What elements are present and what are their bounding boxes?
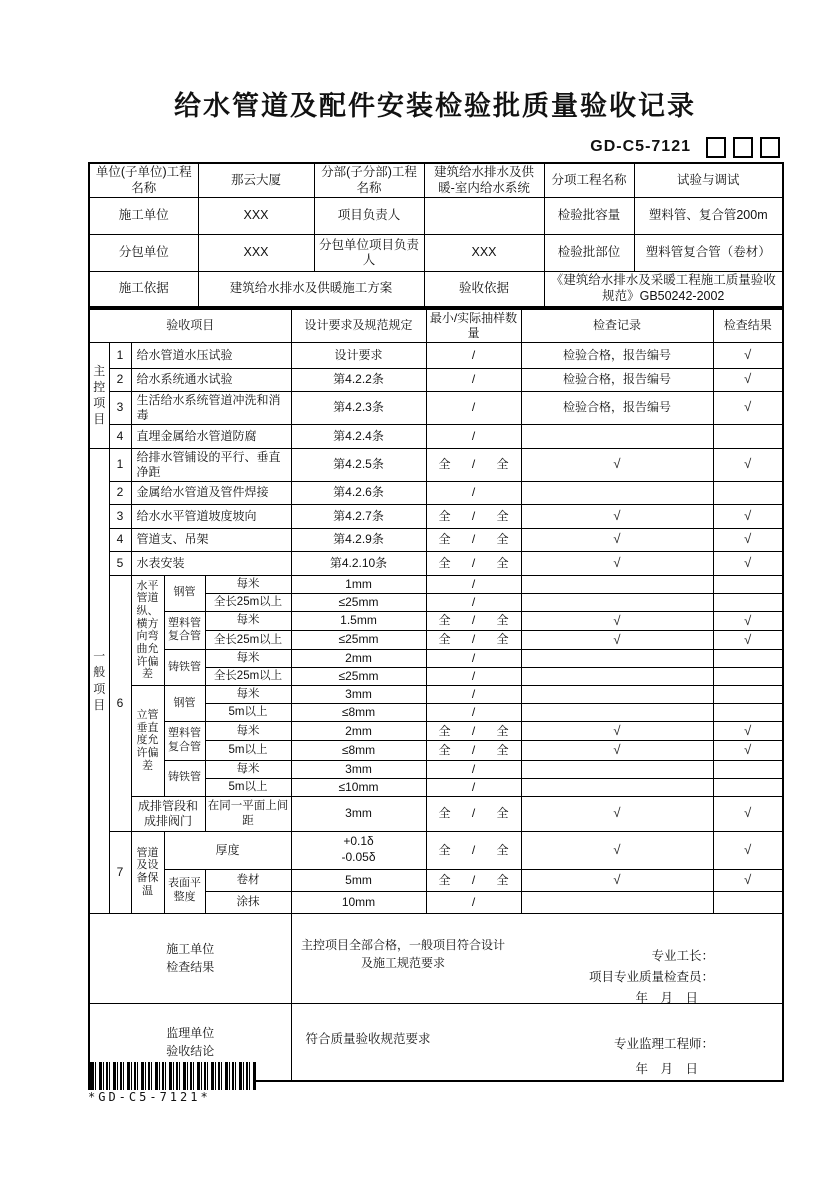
col-header-sample: 最小/实际抽样数量	[426, 309, 521, 343]
foreman-sign-label: 专业工长：	[651, 948, 714, 963]
check-result: √	[713, 722, 783, 741]
item-number: 4	[109, 424, 131, 448]
check-result	[713, 593, 783, 611]
info-value: 那云大厦	[198, 163, 314, 198]
thickness-label: 厚度	[164, 831, 291, 869]
table-row	[89, 551, 783, 575]
sample-qty: /	[426, 481, 521, 504]
check-record: 检验合格，报告编号	[521, 368, 713, 391]
info-label: 单位(子单位)工程名称	[89, 163, 198, 198]
form-code: GD-C5-7121	[590, 138, 691, 155]
barcode	[88, 1062, 256, 1090]
check-result	[713, 891, 783, 913]
table-row	[89, 504, 783, 528]
info-value: 建筑给水排水及供暖施工方案	[198, 272, 424, 307]
check-result: √	[713, 869, 783, 891]
check-result: √	[713, 611, 783, 630]
info-value: 《建筑给水排水及采暖工程施工质量验收规范》GB50242-2002	[544, 272, 783, 307]
condition: 5m以上	[205, 704, 291, 722]
deviation-value: ≤25mm	[291, 668, 426, 686]
info-label: 分部(子分部)工程名称	[314, 163, 424, 198]
deviation-value: 1mm	[291, 575, 426, 593]
barcode-text: *GD-C5-7121*	[88, 1090, 211, 1104]
sample-qty: 全 / 全	[426, 504, 521, 528]
check-record: √	[521, 796, 713, 831]
check-result	[713, 760, 783, 778]
deviation-group-label: 水平管道纵、横方向弯曲允许偏差	[131, 575, 164, 686]
sample-qty: /	[426, 668, 521, 686]
check-result: √	[713, 342, 783, 368]
supervisor-sign-label: 专业监理工程师：	[613, 1036, 714, 1051]
pipe-type: 塑料管复合管	[164, 611, 205, 650]
contractor-result-cell	[291, 913, 783, 1003]
deviation-group-label: 立管垂直度允许偏差	[131, 686, 164, 797]
check-result: √	[713, 551, 783, 575]
check-record: √	[521, 448, 713, 481]
check-record	[521, 575, 713, 593]
sample-qty: /	[426, 686, 521, 704]
pipe-type: 钢管	[164, 575, 205, 611]
table-row	[89, 368, 783, 391]
condition: 每米	[205, 722, 291, 741]
sample-qty: /	[426, 650, 521, 668]
deviation-value: 3mm	[291, 796, 426, 831]
sample-qty: /	[426, 704, 521, 722]
check-result	[713, 704, 783, 722]
table-row	[89, 448, 783, 481]
rows-of-pipes-label: 成排管段和成排阀门	[131, 796, 205, 831]
item-number: 5	[109, 551, 131, 575]
sample-qty: 全 / 全	[426, 831, 521, 869]
condition: 全长25m以上	[205, 668, 291, 686]
check-record: √	[521, 630, 713, 649]
info-label: 分项工程名称	[544, 163, 634, 198]
item-number: 3	[109, 391, 131, 424]
check-record	[521, 424, 713, 448]
col-header-design: 设计要求及规范规定	[291, 309, 426, 343]
check-result	[713, 481, 783, 504]
check-result: √	[713, 831, 783, 869]
code-box-1	[706, 137, 726, 158]
check-result: √	[713, 528, 783, 551]
sample-qty: 全 / 全	[426, 869, 521, 891]
info-label: 分包单位	[89, 235, 198, 272]
condition: 每米	[205, 575, 291, 593]
check-record: √	[521, 869, 713, 891]
sample-qty: /	[426, 424, 521, 448]
deviation-value: 5mm	[291, 869, 426, 891]
pipe-type: 铸铁管	[164, 650, 205, 686]
deviation-value: 2mm	[291, 722, 426, 741]
item-number: 6	[109, 575, 131, 831]
page-title: 给水管道及配件安装检验批质量验收记录	[174, 91, 696, 121]
check-record	[521, 668, 713, 686]
check-record	[521, 650, 713, 668]
check-record: √	[521, 551, 713, 575]
sample-qty: /	[426, 593, 521, 611]
check-record	[521, 481, 713, 504]
condition: 全长25m以上	[205, 593, 291, 611]
item-name: 给水管道水压试验	[131, 342, 291, 368]
table-row	[89, 391, 783, 424]
deviation-value: 10mm	[291, 891, 426, 913]
design-req: 第4.2.3条	[291, 391, 426, 424]
table-row	[89, 686, 783, 704]
table-row	[89, 611, 783, 630]
sample-qty: /	[426, 342, 521, 368]
deviation-value: ≤25mm	[291, 593, 426, 611]
sample-qty: 全 / 全	[426, 551, 521, 575]
check-record	[521, 760, 713, 778]
sample-qty: /	[426, 575, 521, 593]
supervisor-signature-block	[614, 1032, 714, 1082]
table-row	[89, 831, 783, 869]
info-label: 项目负责人	[314, 198, 424, 235]
check-result	[713, 650, 783, 668]
check-result: √	[713, 630, 783, 649]
table-row	[89, 722, 783, 741]
design-req: 设计要求	[291, 342, 426, 368]
condition: 在同一平面上间距	[205, 796, 291, 831]
check-record: 检验合格，报告编号	[521, 342, 713, 368]
condition: 全长25m以上	[205, 630, 291, 649]
col-header-record: 检查记录	[521, 309, 713, 343]
check-result	[713, 778, 783, 796]
check-result: √	[713, 796, 783, 831]
condition: 5m以上	[205, 778, 291, 796]
check-result: √	[713, 741, 783, 760]
info-label: 检验批容量	[544, 198, 634, 235]
sample-qty: 全 / 全	[426, 630, 521, 649]
pipe-type: 塑料管复合管	[164, 722, 205, 761]
deviation-value: ≤8mm	[291, 704, 426, 722]
design-req: 第4.2.5条	[291, 448, 426, 481]
deviation-value: 2mm	[291, 650, 426, 668]
table-row	[89, 575, 783, 593]
item-name: 金属给水管道及管件焊接	[131, 481, 291, 504]
design-req: 第4.2.7条	[291, 504, 426, 528]
group-label-main: 主控项目	[89, 342, 109, 448]
surface-type: 涂抹	[205, 891, 291, 913]
check-record: √	[521, 528, 713, 551]
deviation-value: ≤8mm	[291, 741, 426, 760]
item-number: 3	[109, 504, 131, 528]
info-value: 塑料管复合管（卷材）	[634, 235, 783, 272]
check-result: √	[713, 391, 783, 424]
sample-qty: 全 / 全	[426, 741, 521, 760]
info-value: XXX	[424, 235, 544, 272]
flatness-label: 表面平整度	[164, 869, 205, 913]
table-row	[89, 424, 783, 448]
check-record: √	[521, 722, 713, 741]
design-req: 第4.2.6条	[291, 481, 426, 504]
design-req: 第4.2.10条	[291, 551, 426, 575]
supervisor-conclusion-text: 符合质量验收规范要求	[305, 1031, 431, 1046]
table-row	[89, 528, 783, 551]
col-header-result: 检查结果	[713, 309, 783, 343]
table-row	[89, 481, 783, 504]
condition: 5m以上	[205, 741, 291, 760]
sample-qty: 全 / 全	[426, 796, 521, 831]
table-row	[89, 760, 783, 778]
check-result: √	[713, 448, 783, 481]
sample-qty: /	[426, 891, 521, 913]
condition: 每米	[205, 611, 291, 630]
info-label: 施工依据	[89, 272, 198, 307]
sample-qty: /	[426, 778, 521, 796]
code-box-2	[733, 137, 753, 158]
sample-qty: /	[426, 760, 521, 778]
check-record: √	[521, 741, 713, 760]
item-name: 生活给水系统管道冲洗和消毒	[131, 391, 291, 424]
info-value: XXX	[198, 235, 314, 272]
date-line: 年 月 日	[635, 991, 698, 1003]
sample-qty: 全 / 全	[426, 528, 521, 551]
group-label-general: 一般项目	[89, 448, 109, 913]
deviation-value: 3mm	[291, 760, 426, 778]
form-code-row	[88, 135, 782, 159]
check-record	[521, 593, 713, 611]
sample-qty: 全 / 全	[426, 448, 521, 481]
contractor-result-row	[89, 913, 783, 1003]
check-record: √	[521, 831, 713, 869]
barcode-block	[88, 1062, 260, 1104]
item-number: 2	[109, 481, 131, 504]
condition: 每米	[205, 760, 291, 778]
info-value: XXX	[198, 198, 314, 235]
check-result: √	[713, 504, 783, 528]
check-record	[521, 778, 713, 796]
item-number: 1	[109, 448, 131, 481]
check-record: 检验合格，报告编号	[521, 391, 713, 424]
code-box-3	[760, 137, 780, 158]
check-record	[521, 891, 713, 913]
sample-qty: 全 / 全	[426, 722, 521, 741]
design-req: 第4.2.2条	[291, 368, 426, 391]
item-number: 1	[109, 342, 131, 368]
check-record	[521, 704, 713, 722]
inspector-sign-label: 项目专业质量检查员：	[588, 969, 714, 984]
item-name: 直埋金属给水管道防腐	[131, 424, 291, 448]
pipe-type: 钢管	[164, 686, 205, 722]
sample-qty: /	[426, 391, 521, 424]
item-name: 给排水管铺设的平行、垂直净距	[131, 448, 291, 481]
item-number: 7	[109, 831, 131, 913]
inspection-table	[88, 308, 784, 1083]
info-label: 施工单位	[89, 198, 198, 235]
deviation-value: +0.1δ -0.05δ	[291, 831, 426, 869]
info-value	[424, 198, 544, 235]
sample-qty: /	[426, 368, 521, 391]
supervisor-result-cell	[291, 1003, 783, 1081]
surface-type: 卷材	[205, 869, 291, 891]
insulation-group-label: 管道及设备保温	[131, 831, 164, 913]
item-number: 2	[109, 368, 131, 391]
info-value: 建筑给水排水及供暖-室内给水系统	[424, 163, 544, 198]
check-result	[713, 686, 783, 704]
deviation-value: ≤10mm	[291, 778, 426, 796]
contractor-conclusion-text: 主控项目全部合格，一般项目符合设计及施工规范要求	[300, 937, 505, 970]
table-row	[89, 796, 783, 831]
check-record	[521, 686, 713, 704]
date-line: 年 月 日	[635, 1061, 698, 1076]
table-row	[89, 869, 783, 891]
supervisor-result-label: 监理单位验收结论	[89, 1003, 291, 1081]
item-name: 给水水平管道坡度坡向	[131, 504, 291, 528]
sample-qty: 全 / 全	[426, 611, 521, 630]
table-row	[89, 650, 783, 668]
deviation-value: 1.5mm	[291, 611, 426, 630]
check-record: √	[521, 504, 713, 528]
item-name: 管道支、吊架	[131, 528, 291, 551]
design-req: 第4.2.4条	[291, 424, 426, 448]
project-info-table	[88, 162, 784, 308]
contractor-signature-block	[589, 946, 714, 1004]
check-result	[713, 668, 783, 686]
design-req: 第4.2.9条	[291, 528, 426, 551]
info-label: 验收依据	[424, 272, 544, 307]
check-result: √	[713, 368, 783, 391]
check-result	[713, 575, 783, 593]
check-record: √	[521, 611, 713, 630]
info-label: 检验批部位	[544, 235, 634, 272]
condition: 每米	[205, 650, 291, 668]
deviation-value: ≤25mm	[291, 630, 426, 649]
item-number: 4	[109, 528, 131, 551]
table-row	[89, 342, 783, 368]
deviation-value: 3mm	[291, 686, 426, 704]
condition: 每米	[205, 686, 291, 704]
info-value: 塑料管、复合管200m	[634, 198, 783, 235]
col-header-item: 验收项目	[89, 309, 291, 343]
check-result	[713, 424, 783, 448]
contractor-result-label: 施工单位检查结果	[89, 913, 291, 1003]
info-value: 试验与调试	[634, 163, 783, 198]
info-label: 分包单位项目负责人	[314, 235, 424, 272]
item-name: 水表安装	[131, 551, 291, 575]
item-name: 给水系统通水试验	[131, 368, 291, 391]
pipe-type: 铸铁管	[164, 760, 205, 796]
